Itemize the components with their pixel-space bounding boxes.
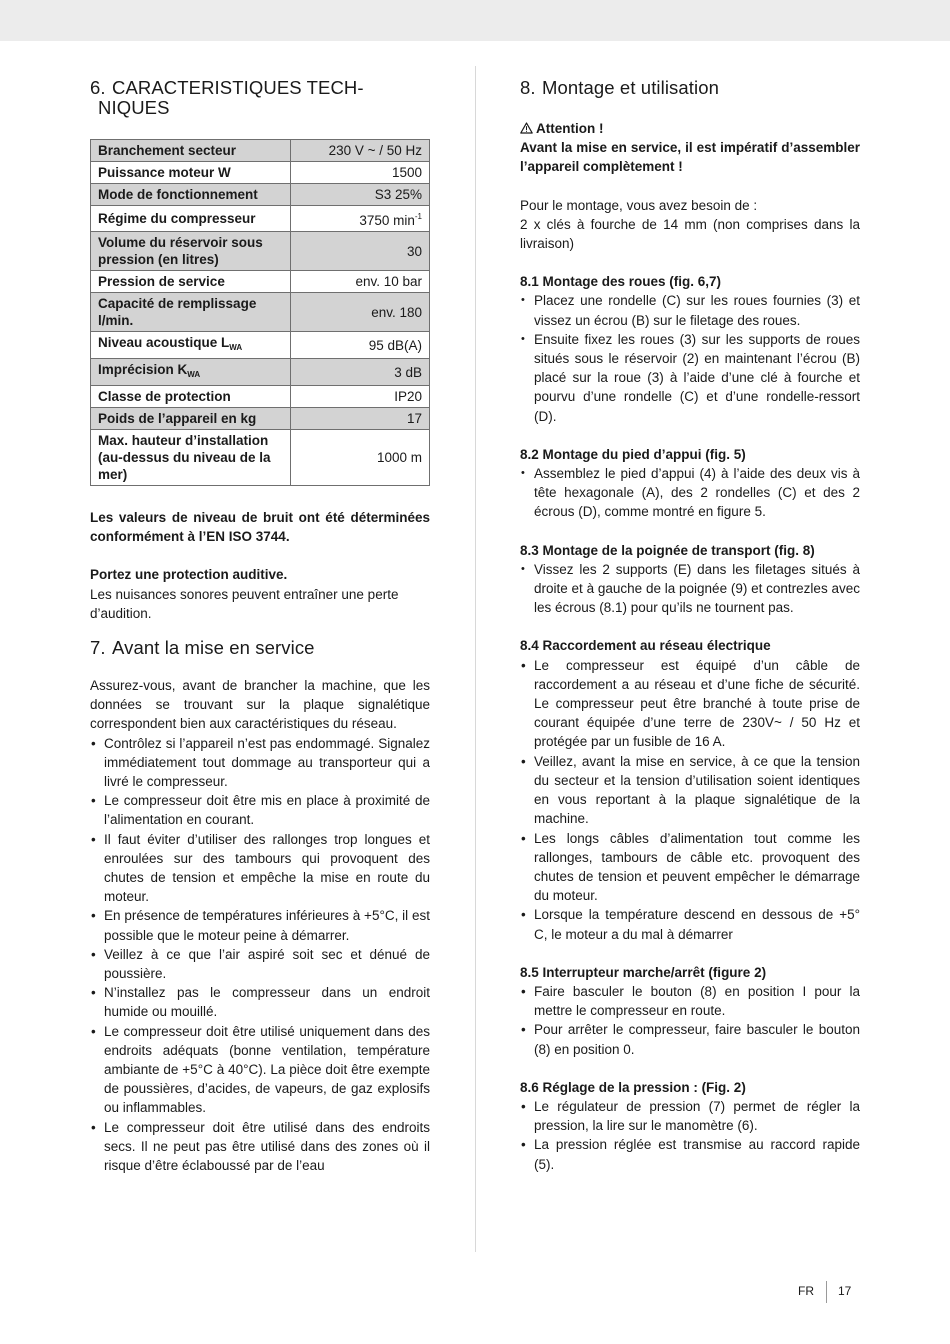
- list-item: • Lorsque la température descend en dessous de +5° C, le moteur a du mal à démarrer: [520, 905, 860, 943]
- section-8-heading: [520, 78, 860, 98]
- spec-value: 17: [291, 408, 430, 430]
- specs-table: [90, 139, 430, 486]
- attention-title-text: Attention !: [536, 121, 604, 136]
- spec-row: [91, 430, 430, 486]
- noise-note: Les valeurs de niveau de bruit ont été déterminées conformément à l’EN ISO 3744.: [90, 510, 430, 545]
- spec-label: Branchement secteur: [91, 140, 291, 162]
- list-item: • Le régulateur de pression (7) permet de régler la pression, la lire sur le manomètre (6).: [520, 1097, 860, 1135]
- list-item: • La pression réglée est transmise au raccord rapide (5).: [520, 1135, 860, 1173]
- spec-row: [91, 206, 430, 232]
- section-8-6-title: 8.6 Réglage de la pression : (Fig. 2): [520, 1079, 746, 1095]
- section-6-number: 6.: [90, 77, 106, 98]
- list-item: • En présence de températures inférieures à +5°C, il est possible que le moteur peine à démarrer.: [90, 906, 430, 944]
- spec-row: [91, 162, 430, 184]
- list-item: • Placez une rondelle (C) sur les roues fournies (3) et vissez un écrou (B) sur le filetage des roues.: [520, 291, 860, 329]
- top-band: [0, 0, 950, 41]
- attention-title: [520, 119, 860, 138]
- hearing-protection-text: Les nuisances sonores peuvent entraîner une perte d’audition.: [90, 586, 399, 621]
- spec-label: Classe de protection: [91, 386, 291, 408]
- spec-value-text: 3750 min: [359, 213, 415, 228]
- section-8-3-title: 8.3 Montage de la poignée de transport (fig. 8): [520, 542, 815, 558]
- list-item: • Le compresseur doit être utilisé uniquement dans des endroits adéquats (bonne ventilation, température ambiante de +5°C à 40°C). La pièce doit être exempte de poussières, d’acides, de vapeurs, de gaz explosifs ou inflammables.: [90, 1022, 430, 1118]
- section-8-1-title: 8.1 Montage des roues (fig. 6,7): [520, 274, 722, 290]
- footer-language: FR: [798, 1284, 814, 1298]
- list-item: • Faire basculer le bouton (8) en position I pour la mettre le compresseur en route.: [520, 982, 860, 1020]
- spec-value: 95 dB(A): [291, 332, 430, 359]
- section-7-intro: Assurez-vous, avant de brancher la machine, que les données se trouvant sur la plaque signalétique correspondent bien aux caractéristiques du réseau.: [90, 678, 430, 732]
- left-column: [90, 78, 430, 1175]
- spec-row: [91, 386, 430, 408]
- spec-row: [91, 184, 430, 206]
- spec-value: IP20: [291, 386, 430, 408]
- list-item: • Pour arrêter le compresseur, faire basculer le bouton (8) en position 0.: [520, 1020, 860, 1058]
- spec-value: 1000 m: [291, 430, 430, 486]
- list-item: • Veillez, avant la mise en service, à ce que la tension du secteur et la tension d’utilisation soient identiques en vous reportant à la plaque signalétique de la machine.: [520, 752, 860, 829]
- spec-label: [91, 359, 291, 386]
- spec-label: Pression de service: [91, 271, 291, 293]
- spec-label: Poids de l’appareil en kg: [91, 408, 291, 430]
- footer-separator: [826, 1281, 827, 1303]
- section-8-3-list: [520, 560, 860, 618]
- list-item: • Assemblez le pied d’appui (4) à l’aide des deux vis à tête hexagonale (A), des 2 rondelles (C) et des 2 écrous (D), comme montré en figure 5.: [520, 464, 860, 522]
- section-7-title: Avant la mise en service: [112, 637, 315, 659]
- section-8-2-list: [520, 464, 860, 522]
- list-item: • Veillez à ce que l’air aspiré soit sec et dénué de poussière.: [90, 945, 430, 983]
- section-8-5-list: [520, 982, 860, 1059]
- hearing-protection-title: Portez une protection auditive.: [90, 567, 288, 583]
- spec-value: 3 dB: [291, 359, 430, 386]
- section-8-title: Montage et utilisation: [542, 77, 720, 98]
- spec-label: Régime du compresseur: [91, 206, 291, 232]
- spec-label: Max. hauteur d’installation (au-dessus du niveau de la mer): [91, 430, 291, 486]
- spec-value: 230 V ~ / 50 Hz: [291, 140, 430, 162]
- list-item: • Vissez les 2 supports (E) dans les filetages situés à droite et à gauche de la poignée (9) et contrezles avec les écrous (8.1) pour qu’ils ne tournent pas.: [520, 560, 860, 618]
- spec-row: [91, 359, 430, 386]
- section-6-title-line2: NIQUES: [98, 97, 170, 118]
- list-item: • Les longs câbles d’alimentation tout comme les rallonges, tambours de câble etc. provoquent des chutes de tension et peuvent empêcher le démarrage du moteur.: [520, 829, 860, 906]
- spec-label: [91, 332, 291, 359]
- page-number: 17: [838, 1284, 852, 1298]
- section-7-number: 7.: [90, 637, 106, 659]
- spec-value: 30: [291, 232, 430, 271]
- list-item: • Contrôlez si l’appareil n’est pas endommagé. Signalez immédiatement tout dommage au transporteur qui a livré le compresseur.: [90, 734, 430, 792]
- section-8-1-list: [520, 291, 860, 425]
- section-8-2-title: 8.2 Montage du pied d’appui (fig. 5): [520, 446, 746, 462]
- list-item: • N’installez pas le compresseur dans un endroit humide ou mouillé.: [90, 983, 430, 1021]
- section-8-4-list: [520, 656, 860, 944]
- spec-label-subscript: WA: [229, 343, 243, 352]
- section-8-6-list: [520, 1097, 860, 1174]
- spec-label: Capacité de remplissage l/min.: [91, 293, 291, 332]
- section-7-heading: [90, 638, 430, 658]
- spec-label-text: Imprécision K: [98, 362, 188, 377]
- attention-text: Avant la mise en service, il est impératif d’assembler l’appareil complètement !: [520, 140, 860, 175]
- spec-value: 1500: [291, 162, 430, 184]
- section-8-5-title: 8.5 Interrupteur marche/arrêt (figure 2): [520, 964, 767, 980]
- spec-value: S3 25%: [291, 184, 430, 206]
- spec-value-superscript: -1: [414, 212, 422, 221]
- spec-label-subscript: WA: [187, 370, 201, 379]
- mounting-tools: 2 x clés à fourche de 14 mm (non comprises dans la livraison): [520, 216, 860, 252]
- section-6-title-line1: CARACTERISTIQUES TECH-: [112, 77, 364, 98]
- spec-row: [91, 271, 430, 293]
- spec-row: [91, 293, 430, 332]
- list-item: • Le compresseur doit être utilisé dans des endroits secs. Il ne peut pas être utilisé dans des zones où il risque d’être éclaboussé par de l’eau: [90, 1118, 430, 1176]
- spec-label: Volume du réservoir sous pression (en litres): [91, 232, 291, 271]
- section-8-4-title: 8.4 Raccordement au réseau électrique: [520, 638, 771, 654]
- spec-row: [91, 140, 430, 162]
- section-6-heading: [90, 78, 430, 118]
- list-item: • Ensuite fixez les roues (3) sur les supports de roues situés sous le réservoir (2) en maintenant l’écrou (B) placé sur la roue (3) à l’aide d’une clé à fourche et pourvu d’une rondelle (C) et d’une rondelle-ressort (D).: [520, 330, 860, 426]
- spec-label-text: Niveau acoustique L: [98, 335, 230, 350]
- spec-value: env. 10 bar: [291, 271, 430, 293]
- spec-row: [91, 232, 430, 271]
- spec-value: [291, 206, 430, 232]
- warning-triangle-icon: [520, 122, 533, 134]
- section-7-list: [90, 734, 430, 1176]
- spec-label: Mode de fonctionnement: [91, 184, 291, 206]
- spec-row: [91, 332, 430, 359]
- spec-row: [91, 408, 430, 430]
- spec-label: Puissance moteur W: [91, 162, 291, 184]
- right-column: [520, 78, 860, 1174]
- spec-value: env. 180: [291, 293, 430, 332]
- section-8-number: 8.: [520, 77, 536, 98]
- mounting-intro: Pour le montage, vous avez besoin de :: [520, 197, 758, 213]
- list-item: • Le compresseur est équipé d’un câble de raccordement a au réseau et d’une fiche de sécurité. Le compresseur peut être branché à toute prise de courant équipée d’une terre de 230V~ / 50 Hz et protégée par un fusible de 16 A.: [520, 656, 860, 752]
- list-item: • Le compresseur doit être mis en place à proximité de l’alimentation en courant.: [90, 791, 430, 829]
- list-item: • Il faut éviter d’utiliser des rallonges trop longues et enroulées sur des tambours qui provoquent des chutes de tension et empêche la mise en route du moteur.: [90, 830, 430, 907]
- column-divider: [475, 66, 476, 1252]
